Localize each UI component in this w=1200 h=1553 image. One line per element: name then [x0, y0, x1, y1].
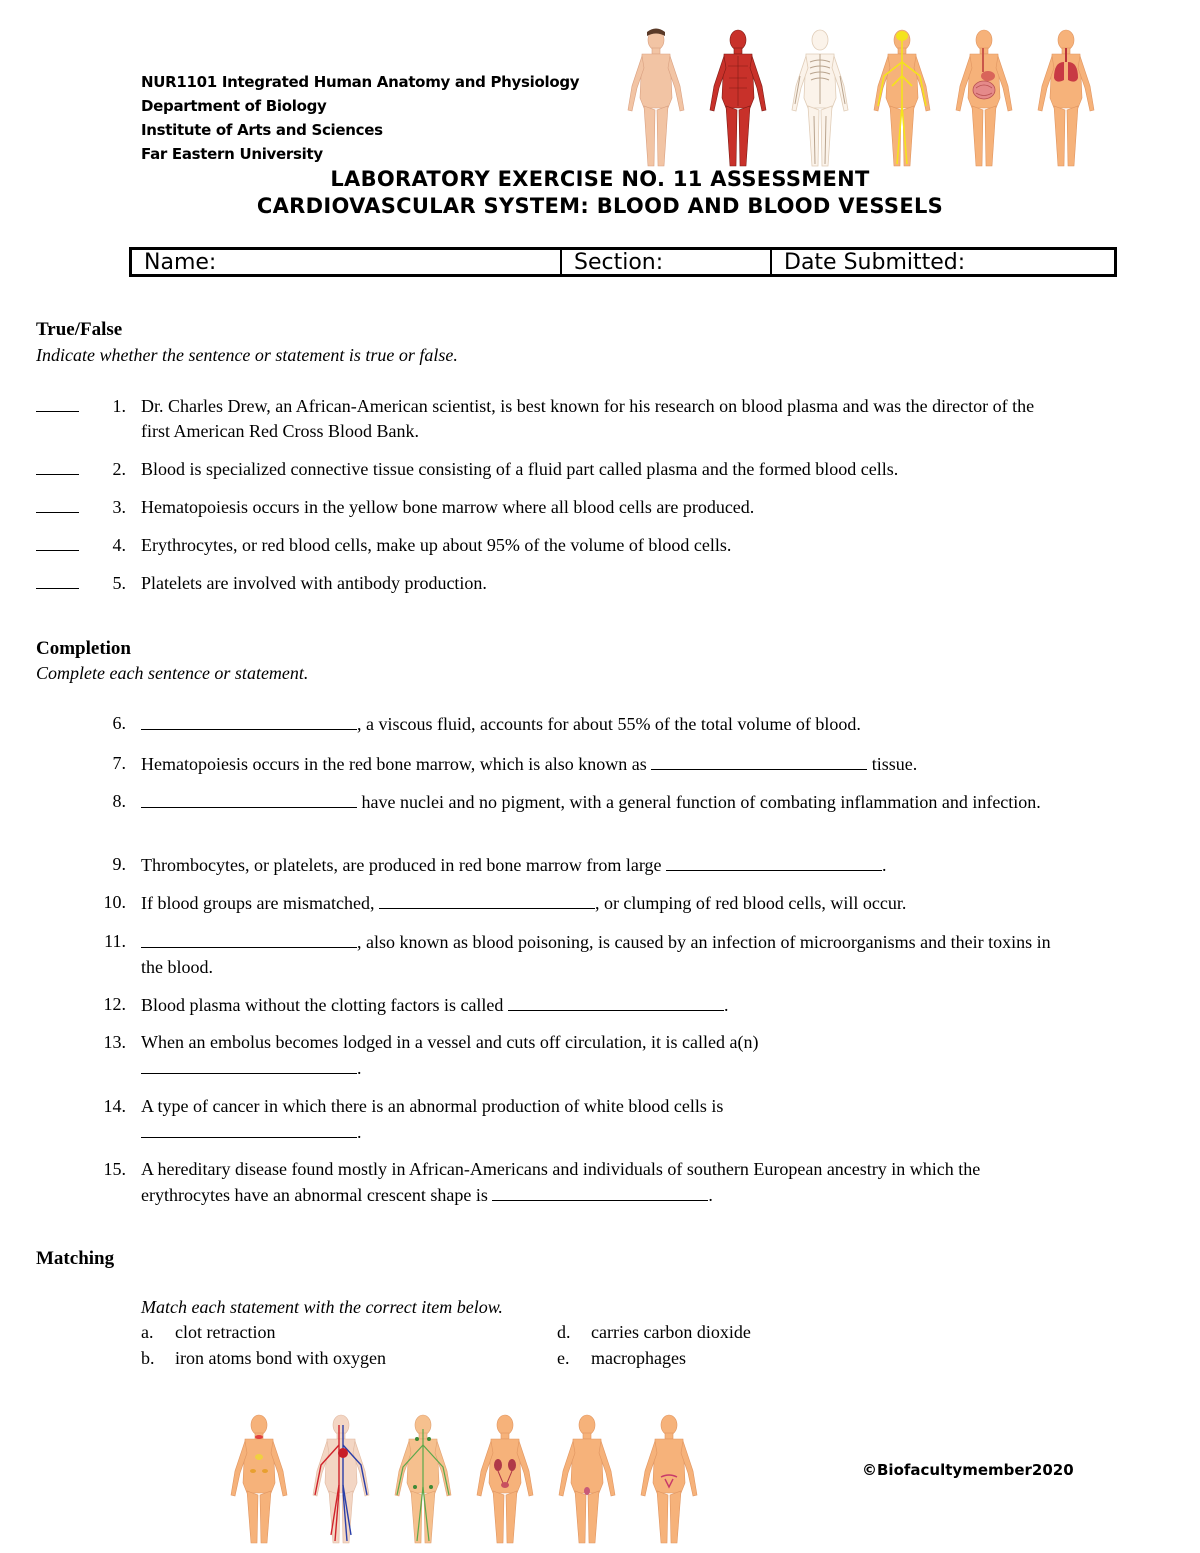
option-letter: b. [141, 1348, 155, 1368]
question-number: 14. [103, 1096, 126, 1116]
question-text-pre: A hereditary disease found mostly in African-Americans and individuals of southern European ancestry in which the erythrocytes have an abnormal crescent shape is [141, 1159, 981, 1205]
answer-blank[interactable] [492, 1182, 708, 1201]
question-number: 5. [112, 573, 126, 593]
answer-blank[interactable] [141, 929, 357, 948]
question-text-post: tissue. [867, 754, 918, 774]
completion-question [36, 711, 1096, 736]
question-number: 1. [112, 396, 126, 416]
endocrine-system-icon [225, 1395, 293, 1545]
body-systems-top [622, 26, 1100, 176]
match-option [557, 1348, 686, 1369]
answer-blank[interactable] [379, 890, 595, 909]
option-text: macrophages [591, 1348, 686, 1368]
name-field[interactable] [132, 250, 562, 274]
answer-blank[interactable] [508, 992, 724, 1011]
completion-question [36, 1094, 1096, 1144]
name-label: Name: [144, 250, 217, 275]
question-number: 4. [112, 535, 126, 555]
body-skin-icon [622, 26, 690, 176]
option-text: carries carbon dioxide [591, 1322, 751, 1342]
question-text-post: , also known as blood poisoning, is caused by an infection of microorganisms and their toxins in the blood. [141, 932, 1051, 977]
section-label: Section: [574, 250, 664, 275]
question-text-pre: Blood plasma without the clotting factors is called [141, 995, 508, 1015]
tf-question [36, 394, 1096, 444]
question-text: Dr. Charles Drew, an African-American scientist, is best known for his research on blood plasma and was the director of the first American Red Cross Blood Bank. [141, 396, 1035, 441]
match-option [141, 1348, 386, 1369]
institute-line: Institute of Arts and Sciences [141, 121, 383, 139]
question-number: 13. [103, 1032, 126, 1052]
question-number: 3. [112, 497, 126, 517]
match-option [557, 1322, 751, 1343]
completion-question [36, 929, 1096, 979]
answer-blank[interactable] [141, 711, 357, 730]
completion-question [36, 789, 1096, 839]
respiratory-system-icon [1032, 26, 1100, 176]
matching-heading: Matching [36, 1248, 115, 1269]
answer-blank[interactable] [651, 751, 867, 770]
question-text-pre: A type of cancer in which there is an abnormal production of white blood cells is [141, 1096, 724, 1116]
question-text-post: , or clumping of red blood cells, will occur. [594, 893, 907, 913]
true-false-heading: True/False [36, 319, 123, 340]
question-text: Blood is specialized connective tissue consisting of a fluid part called plasma and the formed blood cells. [141, 459, 899, 479]
completion-question [36, 1030, 1096, 1080]
answer-blank[interactable] [141, 1119, 357, 1138]
question-text: Hematopoiesis occurs in the yellow bone marrow where all blood cells are produced. [141, 497, 755, 517]
male-reproductive-icon [553, 1395, 621, 1545]
completion-question [36, 890, 1096, 915]
skeleton-icon [786, 26, 854, 176]
copyright-text: ©Biofacultymember2020 [862, 1461, 1074, 1479]
true-false-instruction: Indicate whether the sentence or statement is true or false. [36, 345, 458, 365]
university-line: Far Eastern University [141, 145, 323, 163]
department-line: Department of Biology [141, 97, 327, 115]
completion-question [36, 1157, 1096, 1207]
option-letter: a. [141, 1322, 154, 1342]
matching-instruction: Match each statement with the correct item below. [141, 1297, 503, 1317]
body-systems-bottom [225, 1395, 703, 1545]
completion-instruction: Complete each sentence or statement. [36, 663, 309, 683]
student-info-table [129, 247, 1117, 277]
tf-question [36, 533, 1096, 558]
question-text-pre: If blood groups are mismatched, [141, 893, 379, 913]
lymphatic-system-icon [389, 1395, 457, 1545]
tf-question [36, 457, 1096, 482]
question-text-pre: Hematopoiesis occurs in the red bone marrow, which is also known as [141, 754, 652, 774]
muscle-system-icon [704, 26, 772, 176]
match-option [141, 1322, 275, 1343]
answer-blank[interactable] [666, 852, 882, 871]
question-text-pre: When an embolus becomes lodged in a vessel and cuts off circulation, it is called a(n) [141, 1032, 759, 1052]
question-number: 10. [103, 892, 126, 912]
completion-question [36, 992, 1096, 1017]
completion-question [36, 751, 1096, 776]
completion-heading: Completion [36, 638, 131, 659]
nervous-system-icon [868, 26, 936, 176]
option-text: iron atoms bond with oxygen [175, 1348, 386, 1368]
question-number: 7. [112, 753, 126, 773]
question-text: Erythrocytes, or red blood cells, make up about 95% of the volume of blood cells. [141, 535, 732, 555]
question-number: 9. [112, 854, 126, 874]
tf-question [36, 495, 1096, 520]
question-text-post: have nuclei and no pigment, with a general function of combating inflammation and infection. [357, 792, 1041, 812]
question-number: 12. [103, 994, 126, 1014]
question-text-post: . [881, 855, 887, 875]
question-number: 8. [112, 791, 126, 811]
question-text-post: . [357, 1121, 362, 1142]
female-reproductive-icon [635, 1395, 703, 1545]
section-field[interactable] [562, 250, 772, 274]
question-text-post: . [357, 1057, 362, 1078]
question-number: 6. [112, 713, 126, 733]
question-text-pre: Thrombocytes, or platelets, are produced in red bone marrow from large [141, 855, 666, 875]
digestive-system-icon [950, 26, 1018, 176]
question-text-post: . [708, 1184, 713, 1205]
question-number: 15. [103, 1159, 126, 1179]
exercise-subtitle: CARDIOVASCULAR SYSTEM: BLOOD AND BLOOD VESSELS [256, 194, 944, 218]
date-submitted-field[interactable] [772, 250, 1114, 274]
option-text: clot retraction [175, 1322, 276, 1342]
answer-blank[interactable] [141, 1055, 357, 1074]
course-line: NUR1101 Integrated Human Anatomy and Physiology [141, 73, 580, 91]
answer-blank[interactable] [141, 789, 357, 808]
date-submitted-label: Date Submitted: [784, 250, 966, 275]
option-letter: d. [557, 1322, 571, 1342]
circulatory-system-icon [307, 1395, 375, 1545]
question-text-post: . [723, 995, 729, 1015]
question-text-post: , a viscous fluid, accounts for about 55% of the total volume of blood. [357, 714, 861, 734]
question-number: 11. [104, 931, 126, 951]
exercise-title: LABORATORY EXERCISE NO. 11 ASSESSMENT [330, 167, 870, 191]
question-number: 2. [112, 459, 126, 479]
tf-question [36, 571, 1096, 596]
option-letter: e. [557, 1348, 570, 1368]
completion-question [36, 852, 1096, 877]
question-text: Platelets are involved with antibody production. [141, 573, 487, 593]
urinary-system-icon [471, 1395, 539, 1545]
